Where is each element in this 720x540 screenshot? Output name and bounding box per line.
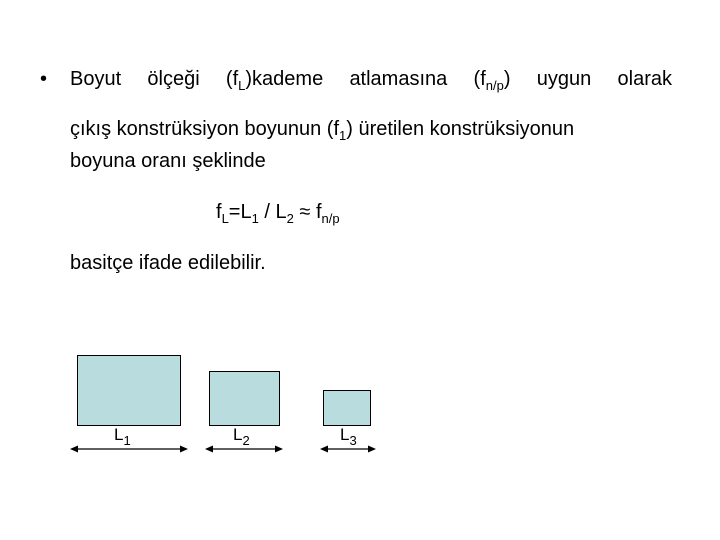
label-subscript: 2 [242,433,250,448]
formula-f-subscript: L [221,211,229,226]
formula-f: f [216,201,222,223]
formula-eq-l: =L [228,201,252,223]
word-fl [226,66,323,92]
dimension-label-3 [340,425,357,448]
paragraph-line-1 [70,66,672,92]
word-fnp [474,66,511,92]
formula-l1-subscript: 1 [251,211,259,226]
line2-part-a: çıkış konstrüksiyon boyunun (f [70,118,340,140]
label-l: L [114,425,124,444]
fl-subscript: L [238,78,246,93]
dimension-label-1 [114,425,131,448]
label-l: L [233,425,243,444]
fnp-base: (f [473,68,486,90]
kademe-word: )kademe [245,68,324,90]
fnp-subscript: n/p [485,78,504,93]
fl-base: (f [225,68,239,90]
line2-part-b: ) üretilen konstrüksiyonun [346,118,575,140]
f1-subscript: 1 [339,128,347,143]
formula-approx-f: ≈ f [293,201,322,223]
formula-np-subscript: n/p [321,211,340,226]
formula [216,199,340,225]
label-subscript: 3 [349,433,357,448]
label-l: L [340,425,350,444]
size-box-3 [323,390,371,426]
paragraph-line-3: boyuna oranı şeklinde [70,150,266,172]
word: Boyut [70,68,122,90]
word: olarak [617,68,672,90]
dimension-label-2 [233,425,250,448]
paragraph-line-2 [70,116,672,142]
formula-div-l: / L [258,201,287,223]
size-box-1 [77,355,181,426]
word: atlamasına [349,68,448,90]
bullet-marker: • [40,68,48,90]
fnp-close: ) [503,68,511,90]
word: ölçeği [147,68,200,90]
size-box-2 [209,371,280,426]
word: uygun [536,68,592,90]
label-subscript: 1 [123,433,131,448]
formula-l2-subscript: 2 [286,211,294,226]
paragraph-line-5: basitçe ifade edilebilir. [70,252,266,274]
